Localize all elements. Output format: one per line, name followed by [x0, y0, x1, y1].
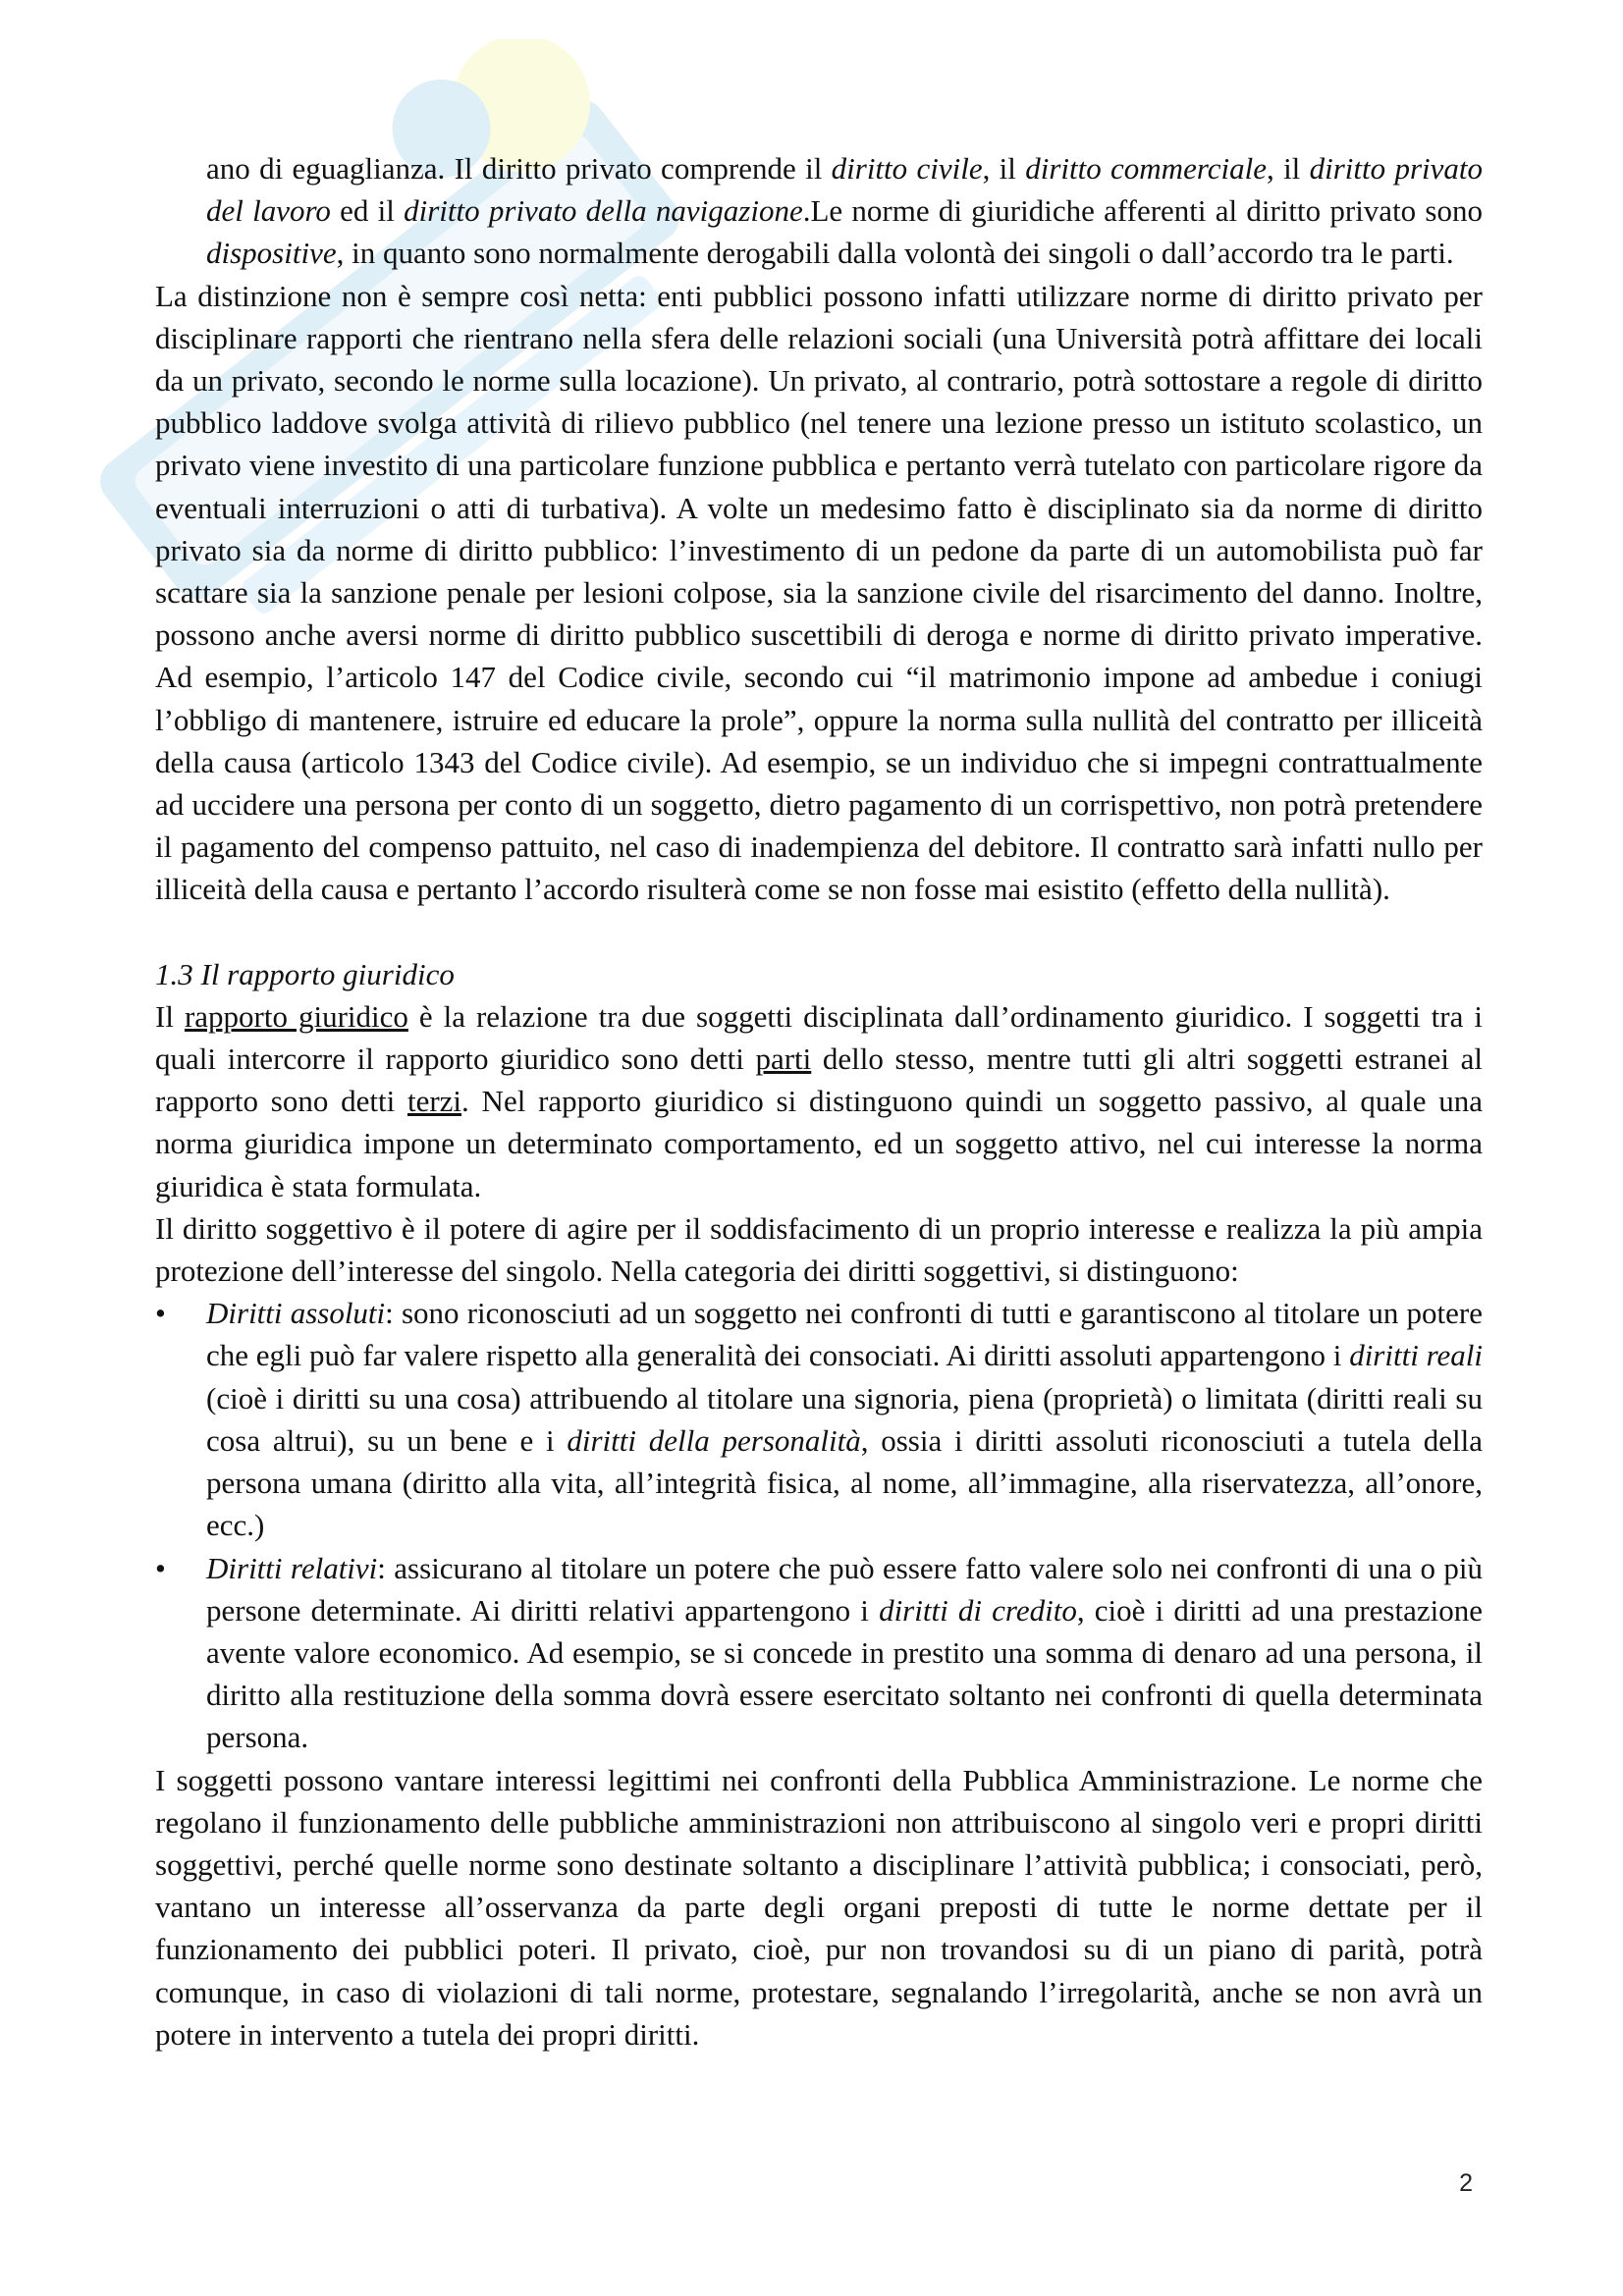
- paragraph-private-law: ano di eguaglianza. Il diritto privato comprende il diritto civile, il diritto commerciale, il diritto privato del lavoro ed il diritto privato della navigazione.Le norme di giuridiche afferenti al diritto privato sono dispositive, in quanto sono normalmente derogabili dalla volontà dei singoli o dall’accordo tra le parti.: [206, 151, 1483, 271]
- list-item-absolute-rights: • Diritti assoluti: sono riconosciuti ad un soggetto nei confronti di tutti e garantiscono al titolare un potere che egli può far valere rispetto alla generalità dei consociati. Ai diritti assoluti appartengono i diritti reali (cioè i diritti su una cosa) attribuendo al titolare una signoria, piena (proprietà) o limitata (diritti reali su cosa altrui), su un bene e i diritti della personalità, ossia i diritti assoluti riconosciuti a tutela della persona umana (diritto alla vita, all’integrità fisica, al nome, all’immagine, alla riservatezza, all’onore, ecc.): [155, 1292, 1483, 1546]
- paragraph-legal-relationship: Il rapporto giuridico è la relazione tra due soggetti disciplinata dall’ordinamento giuridico. I soggetti tra i quali intercorre il rapporto giuridico sono detti parti dello stesso, mentre tutti gli altri soggetti estranei al rapporto sono detti terzi. Nel rapporto giuridico si distinguono quindi un soggetto passivo, al quale una norma giuridica impone un determinato comportamento, ed un soggetto attivo, nel cui interesse la norma giuridica è stata formulata.: [155, 998, 1483, 1203]
- paragraph-subjective-right: Il diritto soggettivo è il potere di agire per il soddisfacimento di un proprio interesse e realizza la più ampia protezione dell’interesse del singolo. Nella categoria dei diritti soggettivi, si distinguono:: [155, 1210, 1483, 1289]
- document-body: [155, 147, 1483, 2056]
- list-item-relative-rights: • Diritti relativi: assicurano al titolare un potere che può essere fatto valere solo nei confronti di una o più persone determinate. Ai diritti relativi appartengono i diritti di credito, cioè i diritti ad una prestazione avente valore economico. Ad esempio, se si concede in prestito una somma di denaro ad una persona, il diritto alla restituzione della somma dovrà essere esercitato soltanto nei confronti di quella determinata persona.: [155, 1547, 1483, 1759]
- rights-list: [155, 1292, 1483, 1758]
- paragraph-distinction: La distinzione non è sempre così netta: enti pubblici possono infatti utilizzare norme di diritto privato per disciplinare rapporti che rientrano nella sfera delle relazioni sociali (una Università potrà affittare dei locali da un privato, secondo le norme sulla locazione). Un privato, al contrario, potrà sottostare a regole di diritto pubblico laddove svolga attività di rilievo pubblico (nel tenere una lezione presso un istituto scolastico, un privato viene investito di una particolare funzione pubblica e pertanto verrà tutelato con particolare rigore da eventuali interruzioni o atti di turbativa). A volte un medesimo fatto è disciplinato sia da norme di diritto privato sia da norme di diritto pubblico: l’investimento di un pedone da parte di un automobilista può far scattare sia la sanzione penale per lesioni colpose, sia la sanzione civile del risarcimento del danno. Inoltre, possono anche aversi norme di diritto pubblico suscettibili di deroga e norme di diritto privato imperative. Ad esempio, l’articolo 147 del Codice civile, secondo cui “il matrimonio impone ad ambedue i coniugi l’obbligo di mantenere, istruire ed educare la prole”, oppure la norma sulla nullità del contratto per illiceità della causa (articolo 1343 del Codice civile). Ad esempio, se un individuo che si impegni contrattualmente ad uccidere una persona per conto di un soggetto, dietro pagamento di un corrispettivo, non potrà pretendere il pagamento del compenso pattuito, nel caso di inadempienza del debitore. Il contratto sarà infatti nullo per illiceità della causa e pertanto l’accordo risulterà come se non fosse mai esistito (effetto della nullità).: [155, 278, 1483, 907]
- paragraph-legitimate-interests: I soggetti possono vantare interessi legittimi nei confronti della Pubblica Amministrazione. Le norme che regolano il funzionamento delle pubbliche amministrazioni non attribuiscono al singolo veri e propri diritti soggettivi, perché quelle norme sono destinate soltanto a disciplinare l’attività pubblica; i consociati, però, vantano un interesse all’osservanza da parte degli organi preposti di tutte le norme dettate per il funzionamento dei pubblici poteri. Il privato, cioè, pur non trovandosi su di un piano di parità, potrà comunque, in caso di violazioni di tali norme, protestare, segnalando l’irregolarità, anche se non avrà un potere in intervento a tutela dei propri diritti.: [155, 1762, 1483, 2052]
- section-heading: 1.3 Il rapporto giuridico: [155, 956, 455, 991]
- page-number: 2: [1459, 2169, 1473, 2197]
